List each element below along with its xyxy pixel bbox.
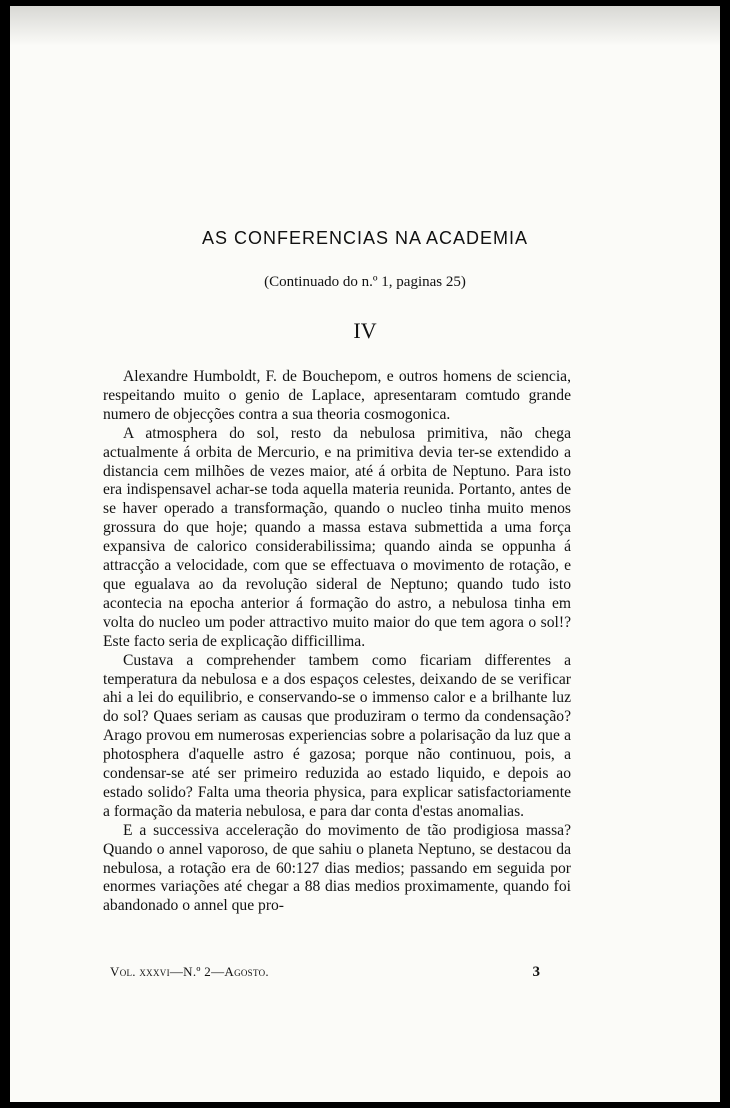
- article-body: [103, 368, 571, 916]
- section-number: IV: [353, 318, 377, 343]
- paragraph: Alexandre Humboldt, F. de Bouchepom, e outros homens de sciencia, respeitando muito o genio de Laplace, apresentaram comtudo grande numero de objecções contra a sua theoria cosmogonica.: [103, 368, 571, 423]
- article-subtitle: (Continuado do n.º 1, paginas 25): [264, 274, 466, 290]
- article-title: AS CONFERENCIAS NA ACADEMIA: [201, 228, 529, 248]
- paragraph: E a successiva acceleração do movimento de tão prodigiosa massa? Quando o annel vaporoso, de que sahiu o planeta Neptuno, se destacou da nebulosa, a rotação era de 60:127 dias medios; passando em seguida por enormes variações até chegar a 88 dias medios proximamente, quando foi abandonado o annel que pro-: [103, 821, 571, 915]
- document-page: [10, 6, 720, 1102]
- page-top-shading: [10, 6, 720, 46]
- paragraph: Custava a comprehender tambem como ficariam differentes a temperatura da nebulosa e a dos espaços celestes, deixando de se verificar ahi a lei do equilibrio, e conservando-se o immenso calor e a brilhante luz do sol? Quaes seriam as causas que produziram o termo da condensação? Arago provou em numerosas experiencias sobre a polarisação da luz que a photosphera d'aquelle astro é gazosa; porque não continuou, pois, a condensar-se até ser primeiro reduzida ao estado liquido, e depois ao estado solido? Falta uma theoria physica, para explicar satisfactoriamente a formação da materia nebulosa, e para dar conta d'estas anomalias.: [103, 651, 571, 820]
- volume-info: Vol. xxxvi—N.º 2—Agosto.: [110, 964, 269, 979]
- page-number: 3: [532, 964, 540, 980]
- paragraph: A atmosphera do sol, resto da nebulosa primitiva, não chega actualmente á orbita de Mercurio, e na primitiva devia ter-se extendido a distancia cem milhões de vezes maior, até á orbita de Neptuno. Para isto era indispensavel achar-se toda aquella materia reunida. Portanto, antes de se haver operado a transformação, quando o nucleo tinha muito menos grossura do que hoje; quando a massa estava submettida a uma força expansiva de calorico considerabilissima; quando ainda se oppunha á attracção a velocidade, com que se effectuava o movimento de rotação, e que egualava ao da revolução sideral de Neptuno; quando tudo isto acontecia na epocha anterior á formação do astro, a nebulosa tinha em volta do nucleo um poder attractivo muito maior do que tem agora o sol!? Este facto seria de explicação difficillima.: [103, 424, 571, 650]
